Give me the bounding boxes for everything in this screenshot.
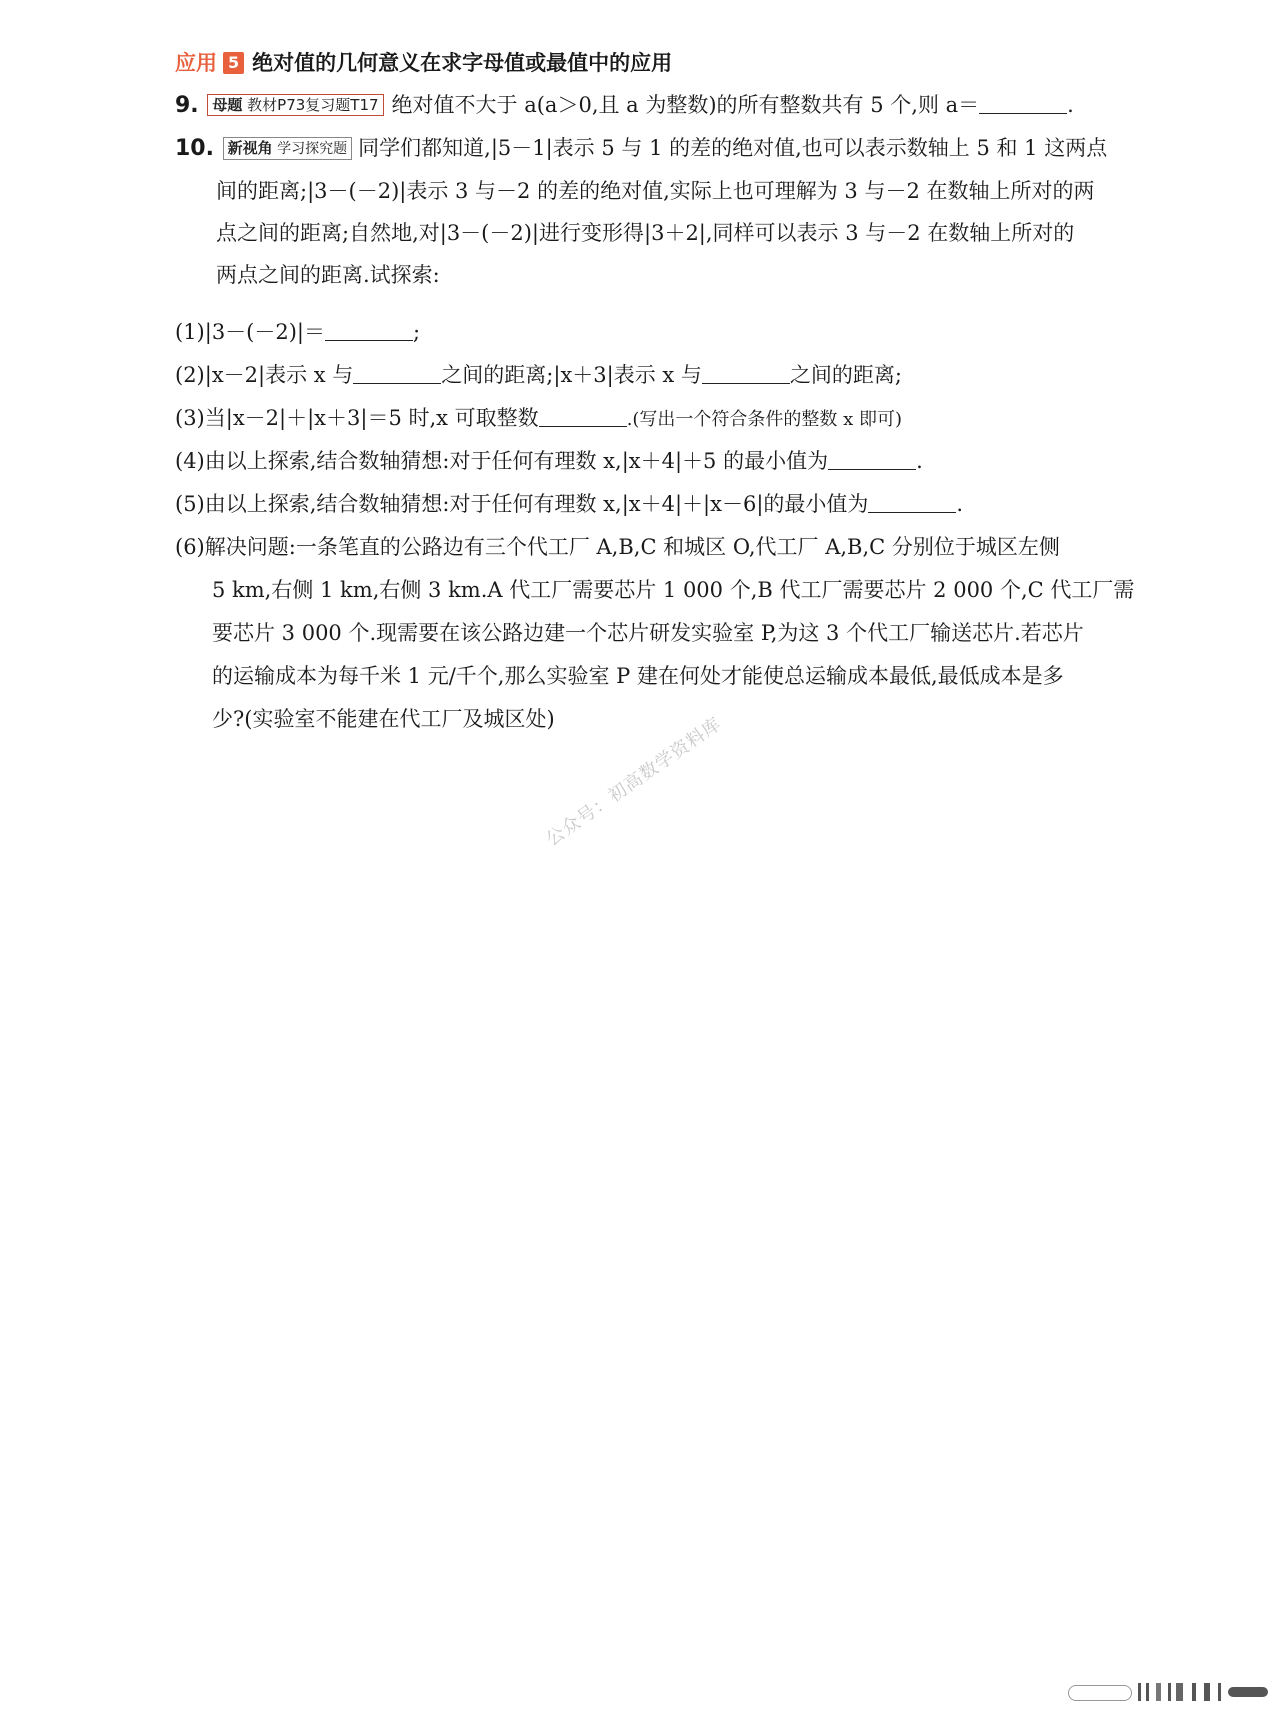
section-title: 绝对值的几何意义在求字母值或最值中的应用	[252, 51, 673, 75]
question-number: 10.	[175, 136, 214, 161]
bar-mark	[1146, 1683, 1149, 1701]
part-3-note: .(写出一个符合条件的整数 x 即可)	[626, 409, 903, 430]
answer-blank	[539, 404, 627, 427]
question-number: 9.	[175, 93, 199, 118]
question-10-line-4: 两点之间的距离.试探索:	[216, 263, 440, 287]
perspective-tag-bold: 新视角	[227, 139, 273, 157]
perspective-tag-text: 学习探究题	[277, 141, 348, 157]
application-label: 应用	[175, 51, 217, 75]
part-3-text: (3)当|x－2|＋|x＋3|＝5 时,x 可取整数	[175, 406, 539, 430]
source-tag-text: 教材P73复习题T17	[247, 96, 379, 114]
part-6-line-1: (6)解决问题:一条笔直的公路边有三个代工厂 A,B,C 和城区 O,代工厂 A,B,C 分别位于城区左侧	[175, 535, 1060, 559]
part-2-text-b: 之间的距离;|x＋3|表示 x 与	[441, 363, 702, 387]
part-1-text: (1)|3－(－2)|＝	[175, 320, 326, 344]
question-10-line-2: 间的距离;|3－(－2)|表示 3 与－2 的差的绝对值,实际上也可理解为 3 与－2 在数轴上所对的两	[216, 179, 1095, 203]
question-10-line-3: 点之间的距离;自然地,对|3－(－2)|进行变形得|3＋2|,同样可以表示 3 与－2 在数轴上所对的	[216, 221, 1075, 245]
source-tag	[207, 94, 383, 116]
question-end: .	[1067, 93, 1074, 117]
bar-mark	[1204, 1683, 1210, 1701]
answer-blank	[353, 361, 441, 384]
section-heading	[175, 48, 672, 78]
question-9	[175, 90, 1074, 121]
part-4-end: .	[916, 449, 923, 473]
part-6-line-2: 5 km,右侧 1 km,右侧 3 km.A 代工厂需要芯片 1 000 个,B 代工厂需要芯片 2 000 个,C 代工厂需	[212, 578, 1135, 602]
bar-mark	[1176, 1683, 1183, 1701]
bar-mark	[1156, 1683, 1161, 1701]
bar-mark	[1138, 1683, 1141, 1701]
answer-blank	[979, 91, 1067, 114]
question-text: 同学们都知道,|5－1|表示 5 与 1 的差的绝对值,也可以表示数轴上 5 和 1 这两点	[358, 136, 1108, 160]
rounded-bar-mark	[1068, 1685, 1132, 1701]
bar-mark	[1218, 1683, 1221, 1701]
part-1-end: ;	[413, 320, 421, 344]
question-10-line-1	[175, 133, 1107, 164]
perspective-tag	[223, 137, 352, 160]
part-4	[175, 446, 923, 476]
bar-mark	[1192, 1683, 1196, 1701]
answer-blank	[702, 361, 790, 384]
rounded-bar-mark	[1228, 1687, 1268, 1697]
source-tag-bold: 母题	[212, 96, 243, 114]
application-number-badge: 5	[223, 52, 244, 74]
part-5-text: (5)由以上探索,结合数轴猜想:对于任何有理数 x,|x＋4|＋|x－6|的最小值为	[175, 492, 869, 516]
part-3	[175, 403, 902, 435]
part-2	[175, 360, 902, 390]
answer-blank	[325, 318, 413, 341]
part-4-text: (4)由以上探索,结合数轴猜想:对于任何有理数 x,|x＋4|＋5 的最小值为	[175, 449, 829, 473]
part-6-line-3: 要芯片 3 000 个.现需要在该公路边建一个芯片研发实验室 P,为这 3 个代工厂输送芯片.若芯片	[212, 621, 1084, 645]
watermark: 公众号：初高数学资料库	[542, 713, 726, 851]
answer-blank	[828, 447, 916, 470]
part-2-text-c: 之间的距离;	[789, 363, 902, 387]
bar-mark	[1168, 1683, 1171, 1701]
part-5-end: .	[956, 492, 964, 516]
answer-blank	[868, 490, 956, 513]
part-1	[175, 317, 420, 347]
question-text: 绝对值不大于 a(a＞0,且 a 为整数)的所有整数共有 5 个,则 a＝	[391, 93, 980, 117]
part-6-line-5: 少?(实验室不能建在代工厂及城区处)	[212, 707, 555, 731]
part-2-text-a: (2)|x－2|表示 x 与	[175, 363, 354, 387]
part-5	[175, 489, 963, 519]
part-6-line-4: 的运输成本为每千米 1 元/千个,那么实验室 P 建在何处才能使总运输成本最低,最低成本是多	[212, 664, 1064, 688]
